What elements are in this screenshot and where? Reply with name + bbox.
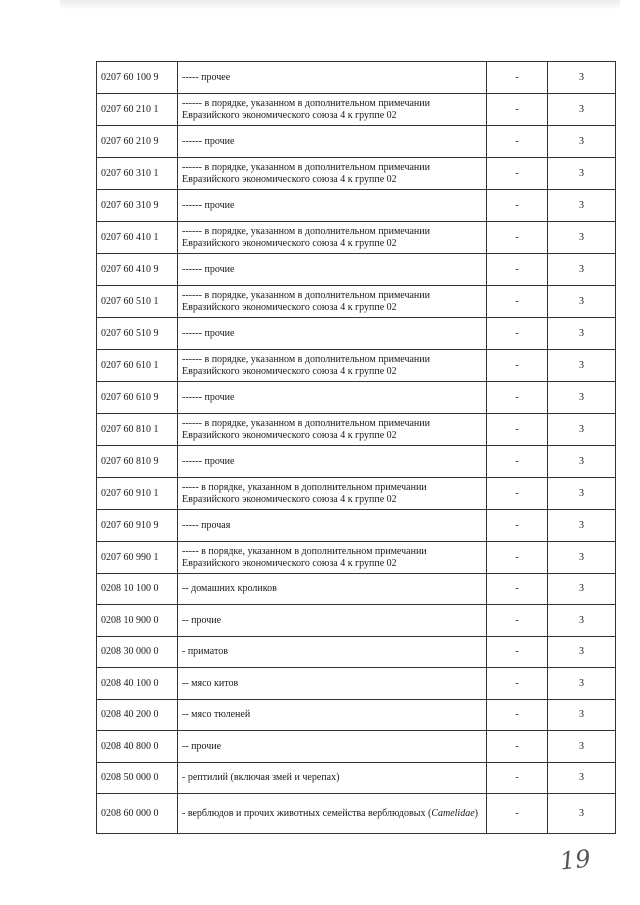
description-text: -- домашних кроликов [182, 583, 277, 594]
duty-cell: - [487, 446, 548, 478]
scan-smudge [60, 0, 620, 10]
rate-cell: 3 [548, 94, 616, 126]
description-cell [178, 637, 487, 668]
duty-cell: - [487, 126, 548, 158]
table-row [97, 318, 616, 350]
rate-cell: 3 [548, 478, 616, 510]
description-text: ------ в порядке, указанном в дополнительном примечании Евразийского экономического союза 4 к группе 02 [182, 289, 430, 313]
tariff-table-body [97, 62, 616, 834]
table-row [97, 254, 616, 286]
description-text: ------ прочие [182, 199, 235, 211]
tnved-code-cell: 0207 60 210 1 [97, 94, 178, 126]
rate-cell: 3 [548, 542, 616, 574]
table-row [97, 94, 616, 126]
table-row [97, 478, 616, 510]
rate-cell: 3 [548, 126, 616, 158]
duty-cell: - [487, 222, 548, 254]
tnved-code-cell: 0208 60 000 0 [97, 794, 178, 834]
rate-cell: 3 [548, 605, 616, 637]
table-row [97, 794, 616, 834]
tnved-code-cell: 0208 10 100 0 [97, 574, 178, 605]
rate-cell: 3 [548, 254, 616, 286]
description-text: -- прочие [182, 614, 222, 626]
tnved-code-cell: 0207 60 610 1 [97, 350, 178, 382]
tariff-table [96, 61, 616, 834]
tnved-code-cell: 0207 60 910 1 [97, 478, 178, 510]
duty-cell: - [487, 763, 548, 794]
duty-cell: - [487, 414, 548, 446]
table-row [97, 190, 616, 222]
description-cell: - верблюдов и прочих животных семейства верблюдовых (Camelidae) [178, 794, 487, 834]
description-cell [178, 446, 487, 478]
description-cell [178, 574, 487, 605]
description-cell [178, 126, 487, 158]
description-cell [178, 731, 487, 763]
rate-cell: 3 [548, 794, 616, 834]
duty-cell: - [487, 668, 548, 700]
rate-cell: 3 [548, 668, 616, 700]
description-cell [178, 668, 487, 700]
table-row [97, 286, 616, 318]
tnved-code-cell: 0208 30 000 0 [97, 637, 178, 668]
description-cell [178, 286, 487, 318]
description-text: - рептилий (включая змей и черепах) [182, 772, 340, 783]
description-text: ------ в порядке, указанном в дополнительном примечании Евразийского экономического союза 4 к группе 02 [182, 97, 430, 121]
description-cell [178, 382, 487, 414]
rate-cell: 3 [548, 637, 616, 668]
table-row [97, 605, 616, 637]
duty-cell: - [487, 510, 548, 542]
tnved-code-cell: 0207 60 510 9 [97, 318, 178, 350]
tnved-code-cell: 0208 10 900 0 [97, 605, 178, 637]
description-cell [178, 222, 487, 254]
description-cell [178, 190, 487, 222]
tnved-code-cell: 0208 40 100 0 [97, 668, 178, 700]
description-text: ------ прочие [182, 455, 235, 467]
rate-cell: 3 [548, 731, 616, 763]
tnved-code-cell: 0207 60 910 9 [97, 510, 178, 542]
tnved-code-cell: 0207 60 100 9 [97, 62, 178, 94]
description-cell [178, 350, 487, 382]
table-row [97, 382, 616, 414]
duty-cell: - [487, 158, 548, 190]
duty-cell: - [487, 700, 548, 731]
table-row [97, 668, 616, 700]
tnved-code-cell: 0207 60 990 1 [97, 542, 178, 574]
duty-cell: - [487, 794, 548, 834]
tnved-code-cell: 0207 60 610 9 [97, 382, 178, 414]
description-cell [178, 414, 487, 446]
rate-cell: 3 [548, 318, 616, 350]
duty-cell: - [487, 637, 548, 668]
tnved-code-cell: 0207 60 810 1 [97, 414, 178, 446]
duty-cell: - [487, 542, 548, 574]
description-cell [178, 62, 487, 94]
description-text: -- мясо тюленей [182, 709, 251, 720]
tnved-code-cell: 0207 60 310 9 [97, 190, 178, 222]
duty-cell: - [487, 574, 548, 605]
duty-cell: - [487, 254, 548, 286]
description-cell [178, 318, 487, 350]
duty-cell: - [487, 190, 548, 222]
tnved-code-cell: 0207 60 810 9 [97, 446, 178, 478]
description-text: ------ в порядке, указанном в дополнительном примечании Евразийского экономического союза 4 к группе 02 [182, 225, 430, 249]
duty-cell: - [487, 94, 548, 126]
description-text: - верблюдов и прочих животных семейства верблюдовых [182, 807, 426, 819]
description-text: ------ в порядке, указанном в дополнительном примечании Евразийского экономического союза 4 к группе 02 [182, 161, 430, 185]
rate-cell: 3 [548, 382, 616, 414]
rate-cell: 3 [548, 700, 616, 731]
description-text: ------ прочие [182, 327, 235, 339]
description-cell [178, 763, 487, 794]
duty-cell: - [487, 605, 548, 637]
description-cell [178, 700, 487, 731]
description-text: ------ прочие [182, 263, 235, 275]
table-row [97, 350, 616, 382]
table-row [97, 510, 616, 542]
table-row [97, 158, 616, 190]
rate-cell: 3 [548, 62, 616, 94]
tnved-code-cell: 0207 60 210 9 [97, 126, 178, 158]
rate-cell: 3 [548, 574, 616, 605]
table-row [97, 126, 616, 158]
table-row [97, 700, 616, 731]
rate-cell: 3 [548, 510, 616, 542]
tnved-code-cell: 0207 60 510 1 [97, 286, 178, 318]
description-cell [178, 605, 487, 637]
tnved-code-cell: 0208 50 000 0 [97, 763, 178, 794]
description-text: ----- прочее [182, 71, 231, 83]
table-row [97, 637, 616, 668]
table-row [97, 62, 616, 94]
tnved-code-cell: 0207 60 410 9 [97, 254, 178, 286]
description-cell [178, 542, 487, 574]
description-cell [178, 94, 487, 126]
duty-cell: - [487, 62, 548, 94]
table-row [97, 222, 616, 254]
latin-name: Camelidae [431, 807, 475, 819]
description-cell [178, 158, 487, 190]
table-row [97, 446, 616, 478]
rate-cell: 3 [548, 222, 616, 254]
table-row [97, 763, 616, 794]
description-text: ------ прочие [182, 135, 235, 147]
rate-cell: 3 [548, 446, 616, 478]
duty-cell: - [487, 350, 548, 382]
description-text: ----- в порядке, указанном в дополнительном примечании Евразийского экономического союза 4 к группе 02 [182, 481, 427, 505]
page-number: 19 [558, 844, 592, 876]
table-row [97, 414, 616, 446]
description-text: -- прочие [182, 740, 222, 752]
description-cell [178, 510, 487, 542]
tnved-code-cell: 0207 60 310 1 [97, 158, 178, 190]
description-cell [178, 478, 487, 510]
duty-cell: - [487, 318, 548, 350]
duty-cell: - [487, 731, 548, 763]
table-row [97, 542, 616, 574]
table-row [97, 731, 616, 763]
description-text: ------ в порядке, указанном в дополнительном примечании Евразийского экономического союза 4 к группе 02 [182, 417, 430, 441]
rate-cell: 3 [548, 763, 616, 794]
rate-cell: 3 [548, 190, 616, 222]
description-text: ------ прочие [182, 391, 235, 403]
description-text: - приматов [182, 646, 228, 657]
description-text: ----- прочая [182, 519, 231, 531]
description-cell [178, 254, 487, 286]
description-text: ------ в порядке, указанном в дополнительном примечании Евразийского экономического союза 4 к группе 02 [182, 353, 430, 377]
tnved-code-cell: 0208 40 800 0 [97, 731, 178, 763]
table-row [97, 574, 616, 605]
description-text: ----- в порядке, указанном в дополнительном примечании Евразийского экономического союза 4 к группе 02 [182, 545, 427, 569]
rate-cell: 3 [548, 286, 616, 318]
tnved-code-cell: 0208 40 200 0 [97, 700, 178, 731]
description-text: -- мясо китов [182, 677, 239, 689]
rate-cell: 3 [548, 350, 616, 382]
duty-cell: - [487, 478, 548, 510]
duty-cell: - [487, 382, 548, 414]
tnved-code-cell: 0207 60 410 1 [97, 222, 178, 254]
rate-cell: 3 [548, 414, 616, 446]
rate-cell: 3 [548, 158, 616, 190]
duty-cell: - [487, 286, 548, 318]
